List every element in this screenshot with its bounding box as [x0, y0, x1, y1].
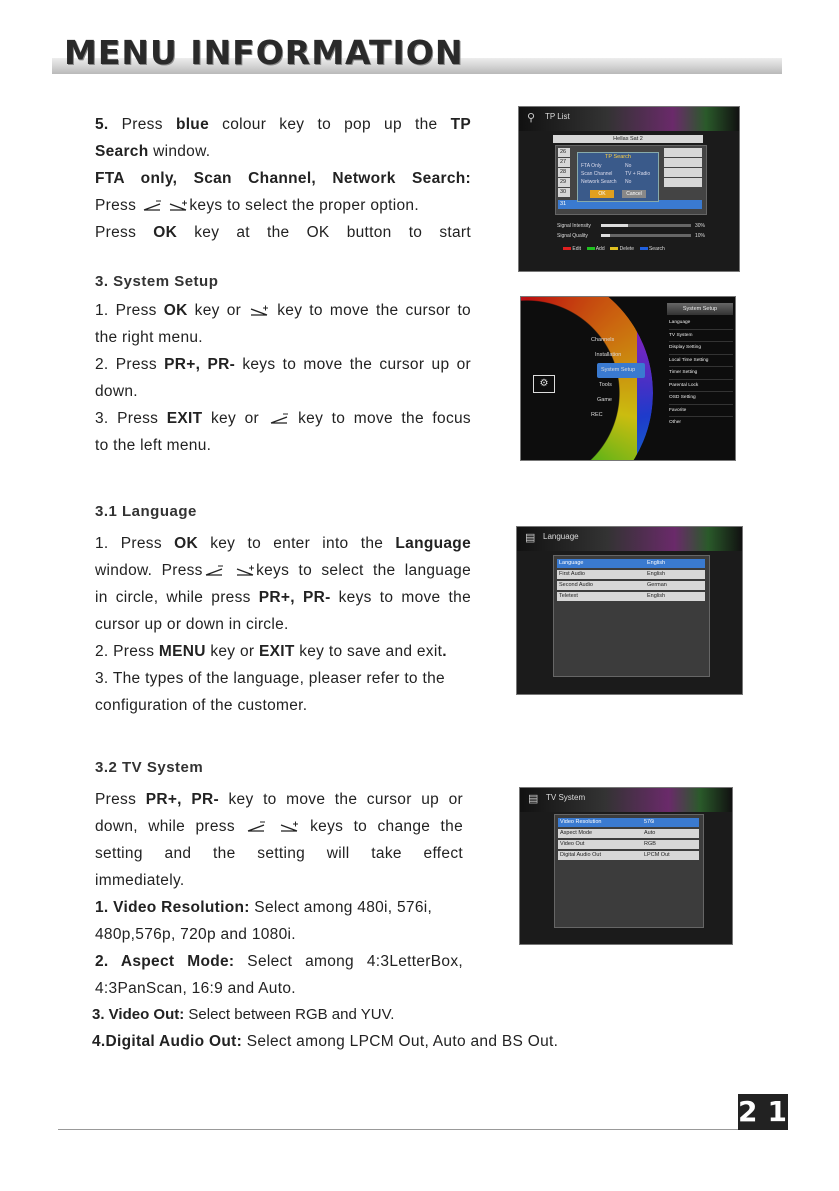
system-setup-screenshot: ⚙ Channels Installation System Setup Tools Game REC System Setup Language TV System Display Setting Local Time Setting Timer Setting Parental Lock OSD Setting Favorite Other — [520, 296, 736, 461]
system-setup-heading: 3. System Setup — [95, 273, 219, 290]
red-key: Edit — [563, 246, 581, 252]
language-table: Language English First Audio English Second Audio German Teletext English — [553, 555, 710, 677]
right-key-icon — [248, 305, 270, 317]
footer-line — [58, 1129, 738, 1130]
language-screenshot: ▤ Language Language English First Audio English Second Audio German Teletext English — [516, 526, 743, 695]
cancel-button[interactable]: Cancel — [622, 190, 646, 198]
language-text: 1. Press OK key to enter into the Language window. Press keys to select the language in circle, while press PR+, PR- keys to move the cursor up or down in circle. 2. Press MENU key or EXIT key to save and exit. 3. The types of the language, pleaser refer to the configuration of the customer. — [95, 535, 472, 714]
signal-area: Signal Intensity 30% Signal Quality 10% — [557, 223, 706, 239]
tp-search-popup: TP Search FTA Only No Scan Channel TV + Radio Network Search No OK Cancel — [577, 152, 659, 202]
left-key-icon — [203, 565, 225, 577]
right-key-icon — [167, 200, 189, 212]
tv-system-table: Video Resolution 576i Aspect Mode Auto Video Out RGB Digital Audio Out LPCM Out — [554, 814, 704, 928]
system-left-menu: Channels Installation System Setup Tools Game REC — [591, 333, 645, 423]
page-title: MENU INFORMATION — [64, 33, 464, 72]
left-key-icon — [268, 413, 290, 425]
satellite-name: Hellas Sat 2 — [553, 135, 703, 143]
tv-system-screenshot: ▤ TV System Video Resolution 576i Aspect Mode Auto Video Out RGB Digital Audio Out LPCM Out — [519, 787, 733, 945]
system-right-menu: Language TV System Display Setting Local Time Setting Timer Setting Parental Lock OSD Setting Favorite Other — [669, 317, 733, 429]
page-number: 21 — [738, 1095, 797, 1128]
right-key-icon — [278, 821, 300, 833]
setup-gear-icon: ⚙ — [533, 375, 555, 393]
yellow-key: Delete — [610, 246, 634, 252]
tp-table: 26 27 28 29 30 31 — [555, 145, 707, 215]
tv-system-text-2: 3. Video Out: Select between RGB and YUV. 4.Digital Audio Out: Select among LPCM Out, Auto and BS Out. — [92, 1006, 559, 1050]
system-setup-text: 1. Press OK key or key to move the cursor to the right menu. 2. Press PR+, PR- keys to move the cursor up or down. 3. Press EXIT key or key to move the focus to the left menu. — [95, 302, 471, 454]
right-key-icon — [234, 565, 256, 577]
tp-list-screenshot: ⚲ TP List Hellas Sat 2 26 27 28 29 30 31 TP Search FTA Only No Scan Channel TV + Radio Network Search No OK Cancel Signal Intensity 30% Signal Quality 10% Edit Add Delete Search — [518, 106, 740, 272]
green-key: Add — [587, 246, 605, 252]
satellite-icon: ⚲ — [527, 112, 536, 124]
document-icon: ▤ — [525, 532, 536, 544]
left-key-icon — [245, 821, 267, 833]
blue-key: Search — [640, 246, 665, 252]
ok-button[interactable]: OK — [590, 190, 614, 198]
document-icon: ▤ — [528, 793, 539, 805]
tv-system-text: Press PR+, PR- key to move the cursor up or down, while press keys to change the setting and the setting will take effect immediately. 1. Video Resolution: Select among 480i, 576i, 480p,576p, 720p and 1080i. 2. Aspect Mode: Select among 4:3LetterBox, 4:3PanScan, 16:9 and Auto. — [95, 791, 464, 997]
left-key-icon — [141, 200, 163, 212]
language-heading: 3.1 Language — [95, 503, 197, 520]
color-key-bar — [563, 246, 733, 252]
tp-search-text: 5. Press blue colour key to pop up the TP Search window. FTA only, Scan Channel, Network Search: Press keys to select the proper option. Press OK key at the OK button to start — [95, 116, 472, 241]
tv-system-heading: 3.2 TV System — [95, 759, 204, 776]
